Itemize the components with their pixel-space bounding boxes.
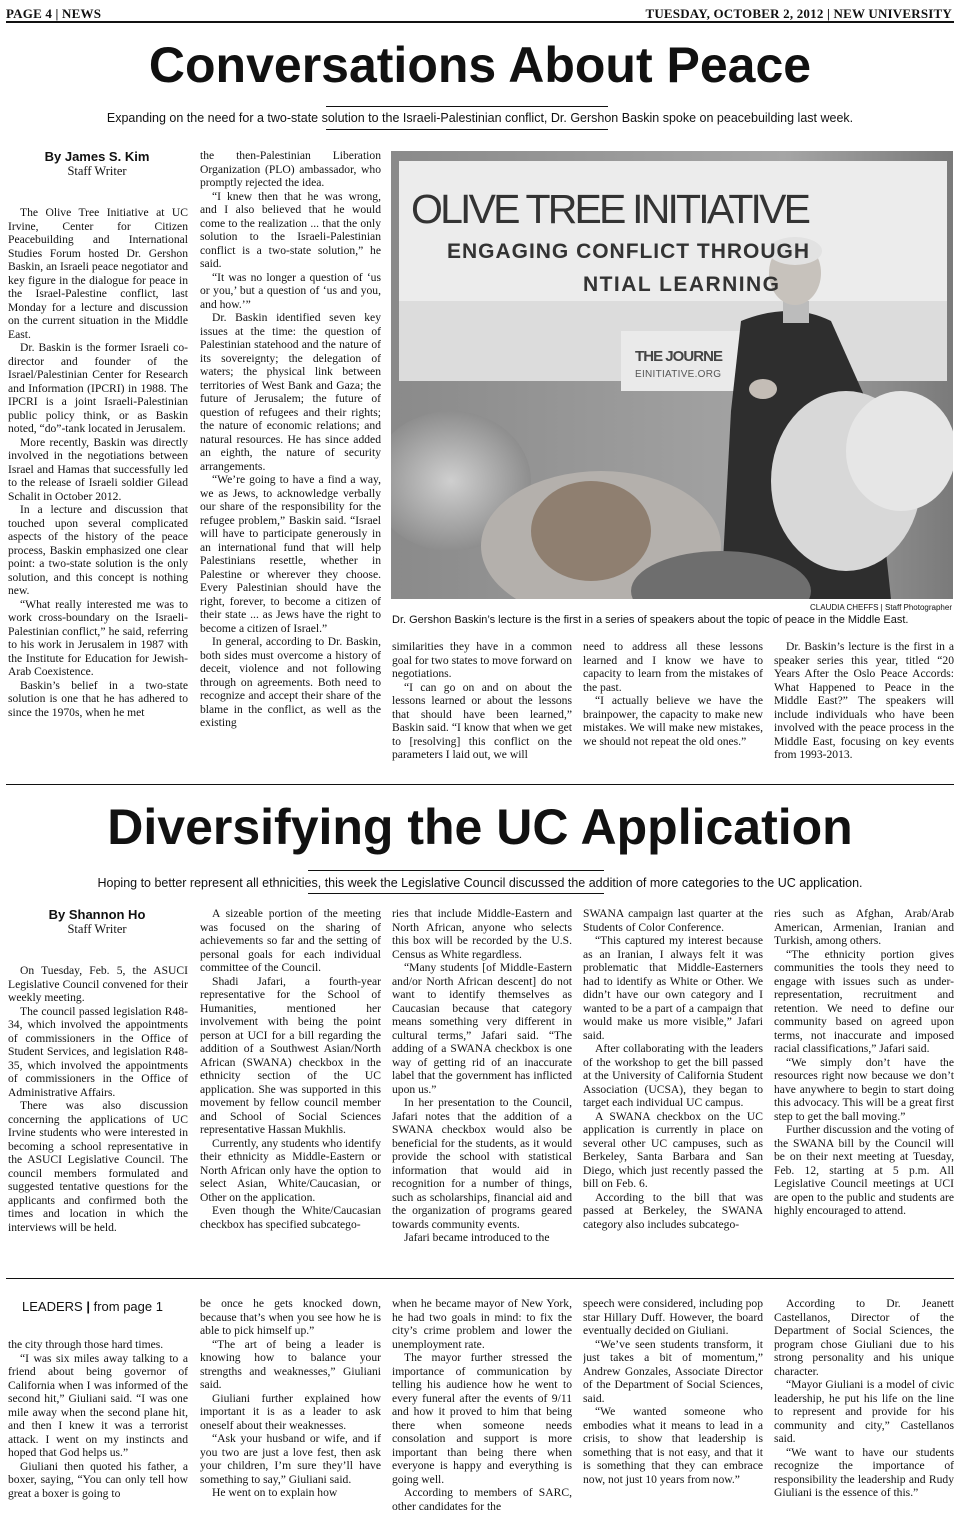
article2-byline: By Shannon Ho xyxy=(48,907,146,922)
paragraph: A sizeable portion of the meeting was focused on the sharing of achievements so far and the setting of personal goals for each individual committee of the Council. xyxy=(200,907,381,974)
paragraph: speech were considered, including pop star Hillary Duff. However, the board eventually decided on Giuliani. xyxy=(583,1297,763,1337)
paragraph: “It was no longer a question of ‘us or you,’ but a question of ‘us and you, and how.’” xyxy=(200,270,381,311)
section-divider-1 xyxy=(6,784,954,785)
banner-text-line1: OLIVE TREE INITIATIVE xyxy=(411,186,811,232)
paragraph: A SWANA checkbox on the UC application is currently in place on several other UC campuses, such as Berkeley, Santa Barbara and San Diego, which just recently passed the bill on Feb. 6. xyxy=(583,1109,763,1190)
paragraph: Dr. Baskin is the former Israeli co-director and founder of the Israel/Palestinian Center for Research and Information (IPCRI) in 1988. The IPCRI is a joint Israeli-Palestinian public policy think, or as Baskin noted, “do”-tank located in Jerusalem. xyxy=(8,341,188,435)
article2-subhead-rule xyxy=(308,870,604,871)
article1-column-5 xyxy=(774,640,954,765)
paragraph: “The art of being a leader is knowing how to balance your strengths and weaknesses,” Giuliani said. xyxy=(200,1337,381,1391)
paragraph: when he became mayor of New York, he had two goals in mind: to fix the city’s crime problem and lower the unemployment rate. xyxy=(392,1297,572,1351)
article2-column-2 xyxy=(200,907,381,1263)
jump-label: LEADERS xyxy=(22,1299,83,1314)
paragraph: The mayor further stressed the importance of communication by telling his audience how he went to every funeral after the events of 9/11 and how it proved to him that being there when someone needs consolation and support is more important than being there when everyone is happy and everything is going well. xyxy=(392,1351,572,1486)
paragraph: More recently, Baskin was directly involved in the negotiations between Israel and Hamas that successfully led to the release of Israeli soldier Gilead Schalit in October 2012. xyxy=(8,435,188,503)
paragraph: After collaborating with the leaders of the workshop to get the bill passed at the University of California Student Association (UCSA), they began to target each individual UC campus. xyxy=(583,1042,763,1109)
article1-subhead-rule xyxy=(326,106,608,107)
paragraph: need to address all these lessons learned and I know we have to capacity to learn from the mistakes of the past. xyxy=(583,640,763,694)
article2-column-3 xyxy=(392,907,572,1263)
paragraph: He went on to explain how xyxy=(212,1486,338,1499)
photo-credit: CLAUDIA CHEFFS | Staff Photographer xyxy=(810,603,952,612)
paragraph: “What really interested me was to work cross-boundary on the Israeli-Palestinian conflict,” he said, referring to his work in Jerusalem in 1987 with the Institute for Education for Jewish-Arab Coexistence. xyxy=(8,597,188,678)
paragraph: “I knew then that he was wrong, and I also believed that he would come to the realization ... that the only solution to the Israeli-Palestinian conflict is a two-state solution,” he said. xyxy=(200,189,381,270)
jump-separator: | xyxy=(86,1299,90,1314)
paragraph: Jafari became introduced to the xyxy=(404,1231,550,1244)
article2-column-4 xyxy=(583,907,763,1263)
paragraph: Baskin’s belief in a two-state solution is one that he has adhered to since the 1970s, when he met xyxy=(8,678,188,719)
paragraph: “Many students [of Middle-Eastern and/or North African descent] do not want to identify themselves as Caucasian because that category means something very different in cultural terms,” Jafari said. “The adding of a SWANA checkbox is one way of getting rid of an inaccurate label that the government has inflicted upon us.” xyxy=(392,961,572,1096)
article1-column-3 xyxy=(392,640,572,765)
paragraph: SWANA campaign last quarter at the Students of Color Conference. xyxy=(583,907,763,934)
article2-subhead-rule-bottom xyxy=(308,893,604,894)
article3-column-1 xyxy=(8,1338,188,1530)
article1-column-1 xyxy=(8,206,188,766)
section-divider-2 xyxy=(6,1278,954,1279)
banner-text-line3: NTIAL LEARNING xyxy=(583,273,779,296)
paragraph: In her presentation to the Council, Jafari notes that the addition of a SWANA checkbox would also be beneficial for the students, as it would provide the school with statistical information that would aid in recognition for a number of things, such as scholarships, financial aid and the organization of programs geared towards community events. xyxy=(392,1096,572,1231)
paragraph: “The ethnicity portion gives communities the tools they need to engage with issues such as under-representation, recruitment and retention. We need to define our community based on agreed upon terms, not inaccurate and imposed racial classifications,” Jafari said. xyxy=(774,947,954,1055)
paragraph: The Olive Tree Initiative at UC Irvine, Center for Citizen Peacebuilding and International Studies Forum hosted Dr. Gershon Baskin, an Israeli peace negotiator and key figure in the dialogue for peace in the Israel-Palestine conflict, last Monday for a lecture and discussion on the current situation in the Middle East. xyxy=(8,206,188,341)
paragraph: “Mayor Giuliani is a model of civic leadership, he put his life on the line to represent and provide for his community and city,” Castellanos said. xyxy=(774,1378,954,1445)
paragraph: be once he gets knocked down, because that’s when you see how he is able to pick himself up.” xyxy=(200,1297,381,1337)
paragraph: “We simply don’t have the resources right now because we don’t have anywhere to begin to start doing this advocacy. This will be a great first step to get the ball moving.” xyxy=(774,1055,954,1123)
sign-text-line1: THE JOURNE xyxy=(635,348,723,365)
paragraph: There was also discussion concerning the applications of UC Irvine students who were interested in becoming a school representative in the ASUCI Legislative Council. The council members formulated and suggested tentative questions for the applicants and confirmed both the times and location in which the interviews will be held. xyxy=(8,1099,188,1234)
paragraph: Giuliani further explained how important it is as a leader to ask oneself about their weaknesses. xyxy=(200,1391,381,1432)
article1-subhead: Expanding on the need for a two-state solution to the Israeli-Palestinian conflict, Dr. Gershon Baskin spoke on peacebuilding last week. xyxy=(106,111,854,125)
paragraph: the city through those hard times. xyxy=(8,1338,164,1351)
paragraph: Dr. Baskin identified seven key issues at the time: the question of Palestinian statehood and the nature of its sovereignty; the delegation of waters; the physical link between territories of West Bank and Gaza; the future of Jerusalem; the future of question of refugees and their rights; the nature of economic relations; and natural resources. He has since added an eighth, the nature of security arrangements. xyxy=(200,311,381,473)
paragraph: In a lecture and discussion that touched upon several complicated aspects of the history of the peace process, Baskin emphasized one clear point: a two-state solution is the only solution, and this concept is nothing new. xyxy=(8,503,188,597)
jump-from: from page 1 xyxy=(93,1299,163,1314)
article3-column-4 xyxy=(583,1297,763,1530)
paragraph: “I actually believe we have the brainpower, the capacity to make new mistakes. We will make new mistakes, we should not repeat the old ones.” xyxy=(583,694,763,748)
article3-column-5 xyxy=(774,1297,954,1530)
article2-column-1 xyxy=(8,964,188,1264)
paragraph: According to Dr. Jeanett Castellanos, Director of the Department of Social Sciences, the program chose Giuliani due to his strong personality and his unique character. xyxy=(774,1297,954,1378)
article1-headline: Conversations About Peace xyxy=(148,37,812,93)
paragraph: Giuliani then quoted his father, a boxer, saying, “You can only tell how great a boxer is going to xyxy=(8,1459,188,1500)
paragraph: “We’re going to have a find a way, we as Jews, to acknowledge verbally our share of the responsibility for the refugee problem,” Baskin said. “Israel will have to participate generously in an international fund that will help Palestinians resettle, whether in Palestine or wherever they choose. Every Palestinian should have the right, forever, to become a citizen of their state ... as Jews have the right to become a citizen of Israel.” xyxy=(200,473,381,635)
jump-head xyxy=(22,1299,163,1314)
paragraph: Shadi Jafari, a fourth-year representative for the School of Humanities, mentioned her involvement with being the point person at UCI for a bill regarding the addition of a Southwest Asian/North African (SWANA) checkbox in the ethnicity section of the UC application. She was supported in this movement by fellow council member and School of Social Sciences representative Hassan Mukhlis. xyxy=(200,974,381,1136)
paragraph: “I was six miles away talking to a friend about being governor of California when I was informed of the second hit,” Giuliani said. “I was one mile away when the second plane hit, and then I knew it was a terrorist attack. I went on my instincts and hoped that God helps us.” xyxy=(8,1351,188,1459)
paragraph: ries that include Middle-Eastern and North African, anyone who selects this box will be recorded by the U.S. Census as White regardless. xyxy=(392,907,572,961)
paragraph: “We want to have our students recognize the importance of responsibility the leadership and Rudy Giuliani is the essence of this.” xyxy=(774,1445,954,1499)
header-rule xyxy=(6,21,954,23)
paragraph: Currently, any students who identify their ethnicity as Middle-Eastern or North African only have the option to select Asian, White/Caucasian, or Other on the application. xyxy=(200,1136,381,1204)
paragraph: “This captured my interest because as an Iranian, I always felt it was problematic that Middle-Easterners had to identify as White or Other. We didn’t have our own category and I wanted to be a part of a campaign that would make us more visible,” Jafari said. xyxy=(583,934,763,1042)
paragraph: The council passed legislation R48-34, which involved the appointments of commissioners in the Office of Student Services, and legislation R48-35, which involved the appointments of commissioners in the Office of Administrative Affairs. xyxy=(8,1004,188,1099)
article1-column-2 xyxy=(200,149,381,765)
article2-headline: Diversifying the UC Application xyxy=(107,799,853,855)
paragraph: “We’ve seen students transform, it just takes a bit of momentum,” Andrew Gonzales, Associate Director of the Department of Social Sciences, said. xyxy=(583,1337,763,1405)
paragraph: the then-Palestinian Liberation Organization (PLO) ambassador, who promptly rejected the idea. xyxy=(200,149,381,189)
article1-subhead-rule-bottom xyxy=(326,129,608,130)
paragraph: “Ask your husband or wife, and if you two are just a love fest, then ask your children, I’m sure they’ll have something to say,” Giuliani said. xyxy=(200,1432,381,1486)
article1-byline: By James S. Kim xyxy=(44,149,150,164)
paragraph: “We wanted someone who embodies what it means to lead in a crisis, to show that leadership is something that is not easy, and that it is something that they can embrace now, not just 10 years from now.” xyxy=(583,1405,763,1486)
sign-text-line2: EINITIATIVE.ORG xyxy=(635,369,721,380)
article1-column-4 xyxy=(583,640,763,765)
lecture-photo-illustration xyxy=(391,151,953,599)
paragraph: “I can go on and on about the lessons learned or about the lessons that should have been learned,” Baskin said. “I know that when we get to [resolving] this conflict on the parameters I laid out, we will xyxy=(392,680,572,761)
article3-column-3 xyxy=(392,1297,572,1530)
issue-date-label: TUESDAY, OCTOBER 2, 2012 | NEW UNIVERSITY xyxy=(645,6,952,21)
paragraph: According to members of SARC, other candidates for the xyxy=(392,1486,572,1513)
paragraph: similarities they have in a common goal for two states to move forward on negotiations. xyxy=(392,640,572,680)
paragraph: According to the bill that was passed at Berkeley, the SWANA category also includes subcatego- xyxy=(583,1190,763,1231)
paragraph: Even though the White/Caucasian checkbox has specified subcatego- xyxy=(200,1204,381,1231)
photo-caption: Dr. Gershon Baskin’s lecture is the first in a series of speakers about the topic of peace in the Middle East. xyxy=(392,614,909,626)
banner-text-line2: ENGAGING CONFLICT THROUGH xyxy=(447,240,809,263)
article2-staff-title: Staff Writer xyxy=(67,922,127,936)
paragraph: In general, according to Dr. Baskin, both sides must overcome a history of deceit, violence and not following through on agreements. Both need to recognize and accept their share of the blame in the conflict, as well as the existing xyxy=(200,635,381,729)
paragraph: Dr. Baskin’s lecture is the first in a speaker series this year, titled “20 Years After the Oslo Peace Accords: What Happened to Peace in the Middle East?” The speakers will include individuals who have been involved with the peace process in the Middle East, focusing on key events from 1993-2013. xyxy=(774,640,954,761)
article1-staff-title: Staff Writer xyxy=(67,164,127,178)
paragraph: Further discussion and the voting of the SWANA bill by the Council will be on their next meeting at Tuesday, Feb. 12, starting at 5 p.m. All Legislative Council meetings at UCI are open to the public and students are highly encouraged to attend. xyxy=(774,1123,954,1217)
paragraph: ries such as Afghan, Arab/Arab American, Armenian, Iranian and Turkish, among others. xyxy=(774,907,954,947)
article2-subhead: Hoping to better represent all ethnicities, this week the Legislative Council discussed the addition of more categories to the UC application. xyxy=(97,876,863,890)
article2-column-5 xyxy=(774,907,954,1263)
lecture-photo xyxy=(391,151,953,599)
article3-column-2 xyxy=(200,1297,381,1530)
paragraph: On Tuesday, Feb. 5, the ASUCI Legislative Council convened for their weekly meeting. xyxy=(8,964,188,1004)
page-section-label: PAGE 4 | NEWS xyxy=(6,6,102,21)
